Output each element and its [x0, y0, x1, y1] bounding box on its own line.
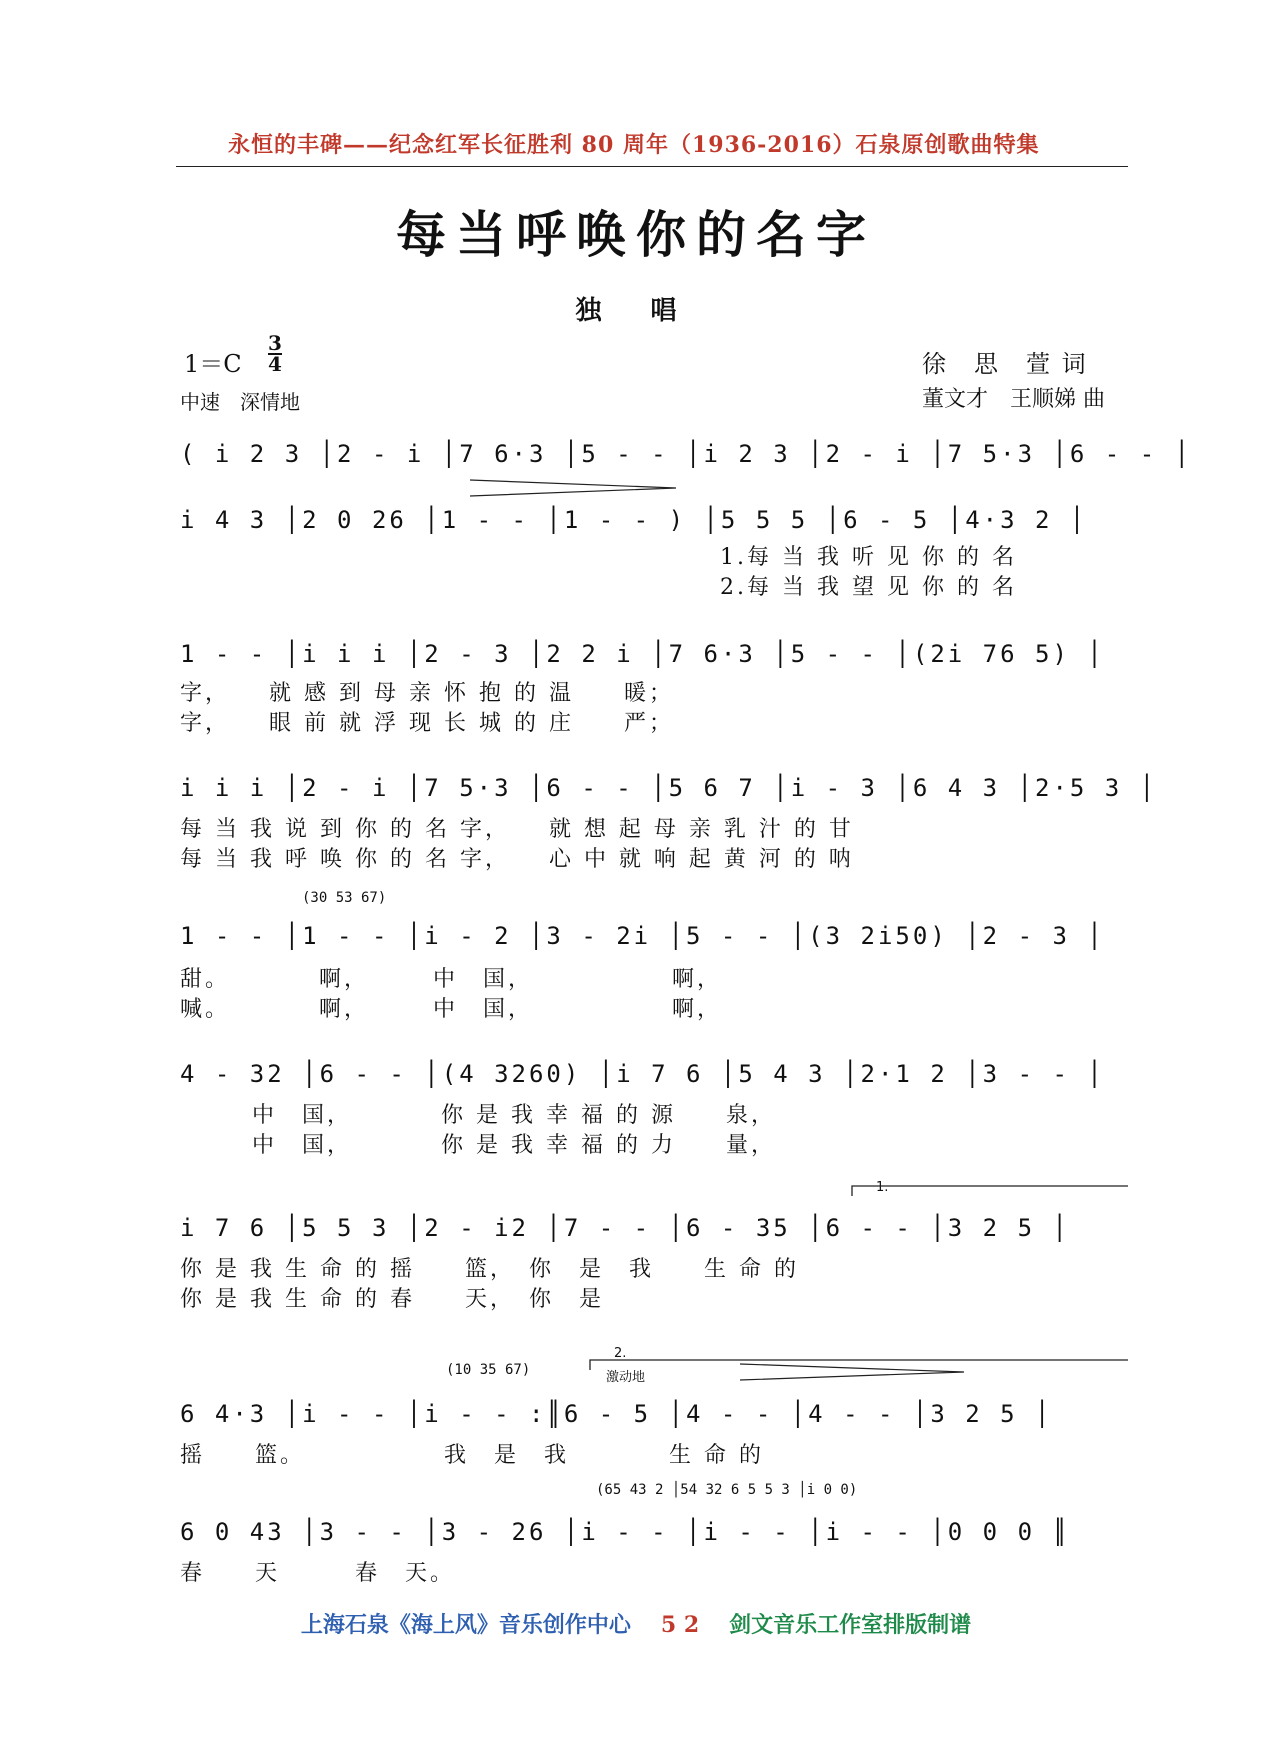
- score-line-6: 4 - 32 │6 - - │(4 3260) │i 7 6 │5 4 3 │2·1 2 │3 - - │: [180, 1060, 1105, 1088]
- score-line-3: 1 - - │i i i │2 - 3 │2 2 i │7 6·3 │5 - - │(2i 76 5) │: [180, 640, 1105, 668]
- song-title: 每当呼唤你的名字: [396, 205, 876, 264]
- lyrics-line-6-verse-2: 中 国， 你 是 我 幸 福 的 力 量，: [252, 1133, 776, 1158]
- lyrics-line-3-verse-2: 字， 眼 前 就 浮 现 长 城 的 庄 严；: [180, 711, 674, 736]
- tempo-marking: 中速 深情地: [180, 390, 300, 414]
- hairpin-line-8: [740, 1364, 964, 1380]
- lyrics-line-2-verse-2: 2.每 当 我 望 见 你 的 名: [720, 575, 1017, 600]
- score-line-4: i i i │2 - i │7 5·3 │6 - - │5 6 7 │i - 3 │6 4 3 │2·5 3 │: [180, 774, 1158, 802]
- lyrics-line-8: 摇 篮。 我 是 我 生 命 的: [180, 1443, 764, 1468]
- lyrics-line-9: 春 天 春 天。: [180, 1561, 456, 1586]
- expression-marking: 激动地: [606, 1370, 646, 1385]
- key-signature: 1＝C: [184, 350, 242, 378]
- lyrics-line-5-verse-2: 喊。 啊， 中 国， 啊，: [180, 997, 723, 1022]
- time-sig-bottom: 4: [268, 352, 282, 376]
- page-number: 5 2: [660, 1612, 700, 1638]
- lyrics-line-4-verse-2: 每 当 我 呼 唤 你 的 名 字， 心 中 就 响 起 黄 河 的 呐: [180, 847, 854, 872]
- cue-notes-line-9: (65 43 2 │54 32 6 5 5 3 │i 0 0): [596, 1482, 858, 1498]
- lyricist: 徐 思 萱 词: [922, 350, 1088, 378]
- footer-engraver: 剑文音乐工作室排版制谱: [729, 1612, 972, 1638]
- volta-1-label: 1.: [876, 1180, 889, 1195]
- score-line-7: i 7 6 │5 5 3 │2 - i2 │7 - - │6 - 35 │6 - - │3 2 5 │: [180, 1214, 1070, 1242]
- score-line-2: i 4 3 │2 0 26 │1 - - │1 - - ) │5 5 5 │6 - 5 │4·3 2 │: [180, 506, 1088, 534]
- lyrics-line-7-verse-1: 你 是 我 生 命 的 摇 篮， 你 是 我 生 命 的: [180, 1257, 799, 1282]
- volta-1-bracket: [852, 1186, 1128, 1196]
- lyrics-line-6-verse-1: 中 国， 你 是 我 幸 福 的 源 泉，: [252, 1103, 776, 1128]
- lyrics-line-5-verse-1: 甜。 啊， 中 国， 啊，: [180, 967, 723, 992]
- lyrics-line-2-verse-1: 1.每 当 我 听 见 你 的 名: [720, 545, 1017, 570]
- lyrics-line-3-verse-1: 字， 就 感 到 母 亲 怀 抱 的 温 暖；: [180, 681, 674, 706]
- collection-name: 永恒的丰碑: [228, 132, 344, 158]
- cue-notes-line-8: (10 35 67): [446, 1362, 531, 1378]
- score-line-5: 1 - - │1 - - │i - 2 │3 - 2i │5 - - │(3 2i50) │2 - 3 │: [180, 922, 1105, 950]
- crescendo-hairpin: [470, 480, 676, 496]
- score-line-8: 6 4·3 │i - - │i - - :║6 - 5 │4 - - │4 - - │3 2 5 │: [180, 1400, 1053, 1428]
- footer: [0, 1608, 1272, 1639]
- lyrics-line-7-verse-2: 你 是 我 生 命 的 春 天， 你 是: [180, 1287, 604, 1312]
- volta-2-label: 2.: [614, 1346, 627, 1361]
- footer-publisher: 上海石泉《海上风》音乐创作中心: [300, 1612, 631, 1638]
- composer: 董文才 王顺娣 曲: [922, 387, 1105, 412]
- time-sig-top: 3: [268, 331, 282, 355]
- score-line-9: 6 0 43 │3 - - │3 - 26 │i - - │i - - │i - - │0 0 0 ║: [180, 1518, 1070, 1546]
- lyrics-line-4-verse-1: 每 当 我 说 到 你 的 名 字， 就 想 起 母 亲 乳 汁 的 甘: [180, 817, 854, 842]
- score-line-1: ( i 2 3 │2 - i │7 6·3 │5 - - │i 2 3 │2 - i │7 5·3 │6 - - │: [180, 440, 1193, 468]
- performance-type: 独 唱: [575, 296, 697, 326]
- collection-subtitle: ——纪念红军长征胜利 80 周年（1936-2016）石泉原创歌曲特集: [343, 132, 1040, 158]
- cue-notes-line-5: (30 53 67): [302, 890, 387, 906]
